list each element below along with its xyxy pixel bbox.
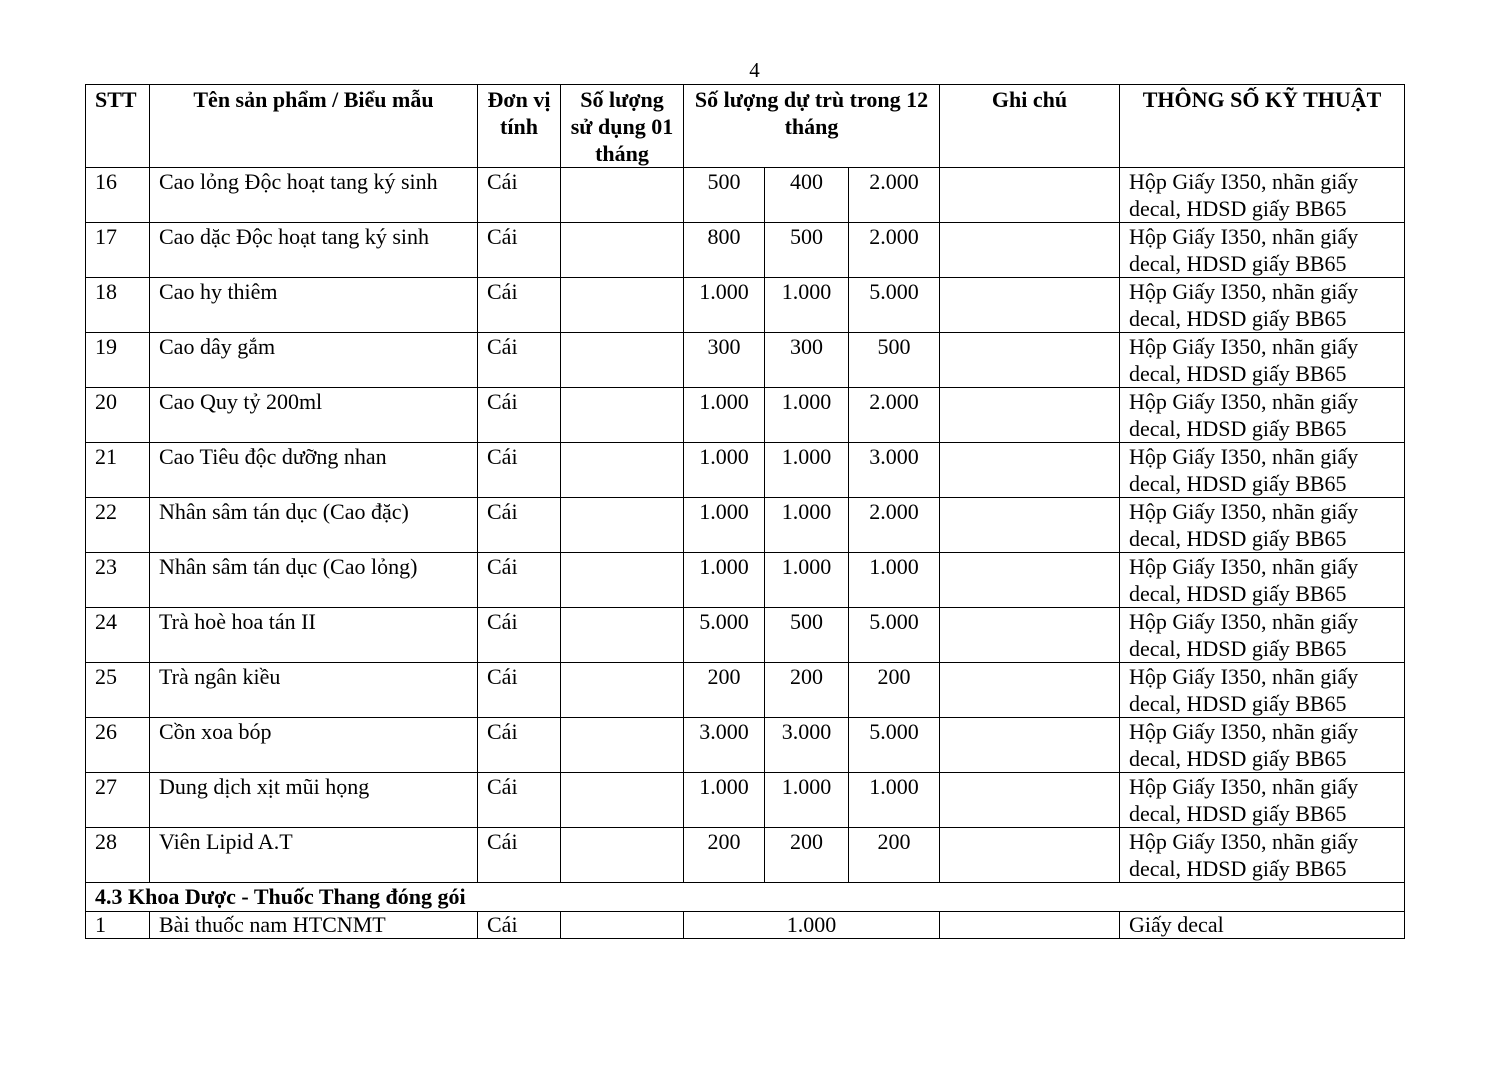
row-forecast-3: 5.000 (849, 278, 940, 333)
row-stt: 26 (86, 718, 150, 773)
row-monthly (561, 443, 684, 498)
row-forecast-3: 200 (849, 828, 940, 883)
row-monthly (561, 663, 684, 718)
row-forecast-1: 5.000 (684, 608, 765, 663)
row-unit: Cái (478, 663, 561, 718)
row-spec: Hộp Giấy I350, nhãn giấy decal, HDSD giấy BB65 (1120, 608, 1405, 663)
row-spec: Hộp Giấy I350, nhãn giấy decal, HDSD giấy BB65 (1120, 828, 1405, 883)
header-forecast: Số lượng dự trù trong 12 tháng (684, 85, 940, 168)
row-stt: 20 (86, 388, 150, 443)
header-row (86, 85, 1405, 168)
row-note (940, 912, 1120, 939)
row-note (940, 553, 1120, 608)
row-stt: 21 (86, 443, 150, 498)
row-forecast-3: 1.000 (849, 773, 940, 828)
row-spec: Hộp Giấy I350, nhãn giấy decal, HDSD giấy BB65 (1120, 443, 1405, 498)
row-product-name: Dung dịch xịt mũi họng (150, 773, 478, 828)
row-forecast-3: 1.000 (849, 553, 940, 608)
row-unit: Cái (478, 333, 561, 388)
row-forecast-2: 500 (765, 223, 849, 278)
row-note (940, 608, 1120, 663)
header-spec: THÔNG SỐ KỸ THUẬT (1120, 85, 1405, 168)
table-row (86, 608, 1405, 663)
row-forecast-3: 5.000 (849, 718, 940, 773)
row-note (940, 498, 1120, 553)
row-note (940, 278, 1120, 333)
row-forecast-total: 1.000 (684, 912, 940, 939)
row-spec: Hộp Giấy I350, nhãn giấy decal, HDSD giấy BB65 (1120, 498, 1405, 553)
row-forecast-1: 1.000 (684, 773, 765, 828)
row-forecast-1: 1.000 (684, 498, 765, 553)
row-forecast-3: 500 (849, 333, 940, 388)
product-table (85, 84, 1405, 939)
row-spec: Hộp Giấy I350, nhãn giấy decal, HDSD giấy BB65 (1120, 773, 1405, 828)
row-spec: Hộp Giấy I350, nhãn giấy decal, HDSD giấy BB65 (1120, 223, 1405, 278)
row-unit: Cái (478, 443, 561, 498)
row-spec: Giấy decal (1120, 912, 1405, 939)
row-product-name: Trà hoè hoa tán II (150, 608, 478, 663)
header-stt: STT (86, 85, 150, 168)
row-unit: Cái (478, 553, 561, 608)
row-unit: Cái (478, 773, 561, 828)
row-note (940, 663, 1120, 718)
row-monthly (561, 278, 684, 333)
row-unit: Cái (478, 388, 561, 443)
row-monthly (561, 168, 684, 223)
row-stt: 23 (86, 553, 150, 608)
row-product-name: Bài thuốc nam HTCNMT (150, 912, 478, 939)
table-row (86, 498, 1405, 553)
row-forecast-2: 1.000 (765, 443, 849, 498)
row-forecast-2: 1.000 (765, 388, 849, 443)
table-row (86, 663, 1405, 718)
row-monthly (561, 773, 684, 828)
row-forecast-1: 200 (684, 828, 765, 883)
row-monthly (561, 608, 684, 663)
row-product-name: Cao hy thiêm (150, 278, 478, 333)
row-product-name: Cao Quy tỷ 200ml (150, 388, 478, 443)
row-forecast-3: 200 (849, 663, 940, 718)
header-unit: Đơn vị tính (478, 85, 561, 168)
row-forecast-2: 3.000 (765, 718, 849, 773)
row-forecast-2: 400 (765, 168, 849, 223)
row-monthly (561, 828, 684, 883)
row-unit: Cái (478, 718, 561, 773)
row-spec: Hộp Giấy I350, nhãn giấy decal, HDSD giấy BB65 (1120, 553, 1405, 608)
row-monthly (561, 498, 684, 553)
row-spec: Hộp Giấy I350, nhãn giấy decal, HDSD giấy BB65 (1120, 718, 1405, 773)
row-forecast-1: 1.000 (684, 278, 765, 333)
row-unit: Cái (478, 223, 561, 278)
row-note (940, 828, 1120, 883)
row-unit: Cái (478, 278, 561, 333)
row-forecast-2: 500 (765, 608, 849, 663)
table-row (86, 828, 1405, 883)
row-product-name: Cồn xoa bóp (150, 718, 478, 773)
row-forecast-2: 200 (765, 663, 849, 718)
row-forecast-3: 2.000 (849, 223, 940, 278)
row-stt: 16 (86, 168, 150, 223)
table-row (86, 168, 1405, 223)
table-row (86, 718, 1405, 773)
row-forecast-2: 1.000 (765, 773, 849, 828)
row-unit: Cái (478, 608, 561, 663)
table-row (86, 443, 1405, 498)
row-forecast-3: 2.000 (849, 388, 940, 443)
row-forecast-1: 800 (684, 223, 765, 278)
header-monthly: Số lượng sử dụng 01 tháng (561, 85, 684, 168)
row-forecast-3: 5.000 (849, 608, 940, 663)
row-forecast-1: 200 (684, 663, 765, 718)
row-spec: Hộp Giấy I350, nhãn giấy decal, HDSD giấy BB65 (1120, 168, 1405, 223)
row-note (940, 388, 1120, 443)
table-row (86, 278, 1405, 333)
row-stt: 17 (86, 223, 150, 278)
row-forecast-2: 200 (765, 828, 849, 883)
row-spec: Hộp Giấy I350, nhãn giấy decal, HDSD giấy BB65 (1120, 333, 1405, 388)
row-monthly (561, 912, 684, 939)
row-monthly (561, 333, 684, 388)
row-product-name: Cao lỏng Độc hoạt tang ký sinh (150, 168, 478, 223)
row-note (940, 773, 1120, 828)
row-spec: Hộp Giấy I350, nhãn giấy decal, HDSD giấy BB65 (1120, 278, 1405, 333)
row-forecast-1: 300 (684, 333, 765, 388)
row-forecast-1: 1.000 (684, 388, 765, 443)
row-forecast-3: 3.000 (849, 443, 940, 498)
row-forecast-1: 1.000 (684, 553, 765, 608)
row-forecast-2: 1.000 (765, 278, 849, 333)
page-number: 4 (749, 58, 760, 82)
row-note (940, 718, 1120, 773)
row-unit: Cái (478, 912, 561, 939)
row-note (940, 333, 1120, 388)
row-spec: Hộp Giấy I350, nhãn giấy decal, HDSD giấy BB65 (1120, 663, 1405, 718)
row-monthly (561, 553, 684, 608)
row-monthly (561, 388, 684, 443)
header-product: Tên sản phẩm / Biểu mẫu (150, 85, 478, 168)
table-row (86, 223, 1405, 278)
table-row (86, 912, 1405, 939)
table-row (86, 773, 1405, 828)
row-note (940, 168, 1120, 223)
row-stt: 22 (86, 498, 150, 553)
section-row (86, 883, 1405, 912)
row-note (940, 223, 1120, 278)
row-stt: 25 (86, 663, 150, 718)
section-title: 4.3 Khoa Dược - Thuốc Thang đóng gói (86, 883, 1405, 912)
row-forecast-1: 1.000 (684, 443, 765, 498)
row-forecast-2: 1.000 (765, 498, 849, 553)
row-product-name: Trà ngân kiều (150, 663, 478, 718)
row-product-name: Cao dây gắm (150, 333, 478, 388)
row-forecast-2: 1.000 (765, 553, 849, 608)
row-product-name: Nhân sâm tán dục (Cao đặc) (150, 498, 478, 553)
row-monthly (561, 223, 684, 278)
table-row (86, 333, 1405, 388)
row-product-name: Nhân sâm tán dục (Cao lỏng) (150, 553, 478, 608)
row-stt: 28 (86, 828, 150, 883)
row-stt: 1 (86, 912, 150, 939)
row-unit: Cái (478, 828, 561, 883)
table-row (86, 388, 1405, 443)
row-forecast-1: 3.000 (684, 718, 765, 773)
row-monthly (561, 718, 684, 773)
row-spec: Hộp Giấy I350, nhãn giấy decal, HDSD giấy BB65 (1120, 388, 1405, 443)
row-forecast-2: 300 (765, 333, 849, 388)
row-product-name: Cao dặc Độc hoạt tang ký sinh (150, 223, 478, 278)
row-forecast-3: 2.000 (849, 498, 940, 553)
row-forecast-1: 500 (684, 168, 765, 223)
row-stt: 24 (86, 608, 150, 663)
row-unit: Cái (478, 498, 561, 553)
header-note: Ghi chú (940, 85, 1120, 168)
row-stt: 27 (86, 773, 150, 828)
row-product-name: Viên Lipid A.T (150, 828, 478, 883)
row-forecast-3: 2.000 (849, 168, 940, 223)
row-note (940, 443, 1120, 498)
row-product-name: Cao Tiêu độc dưỡng nhan (150, 443, 478, 498)
row-stt: 19 (86, 333, 150, 388)
row-stt: 18 (86, 278, 150, 333)
table-row (86, 553, 1405, 608)
row-unit: Cái (478, 168, 561, 223)
